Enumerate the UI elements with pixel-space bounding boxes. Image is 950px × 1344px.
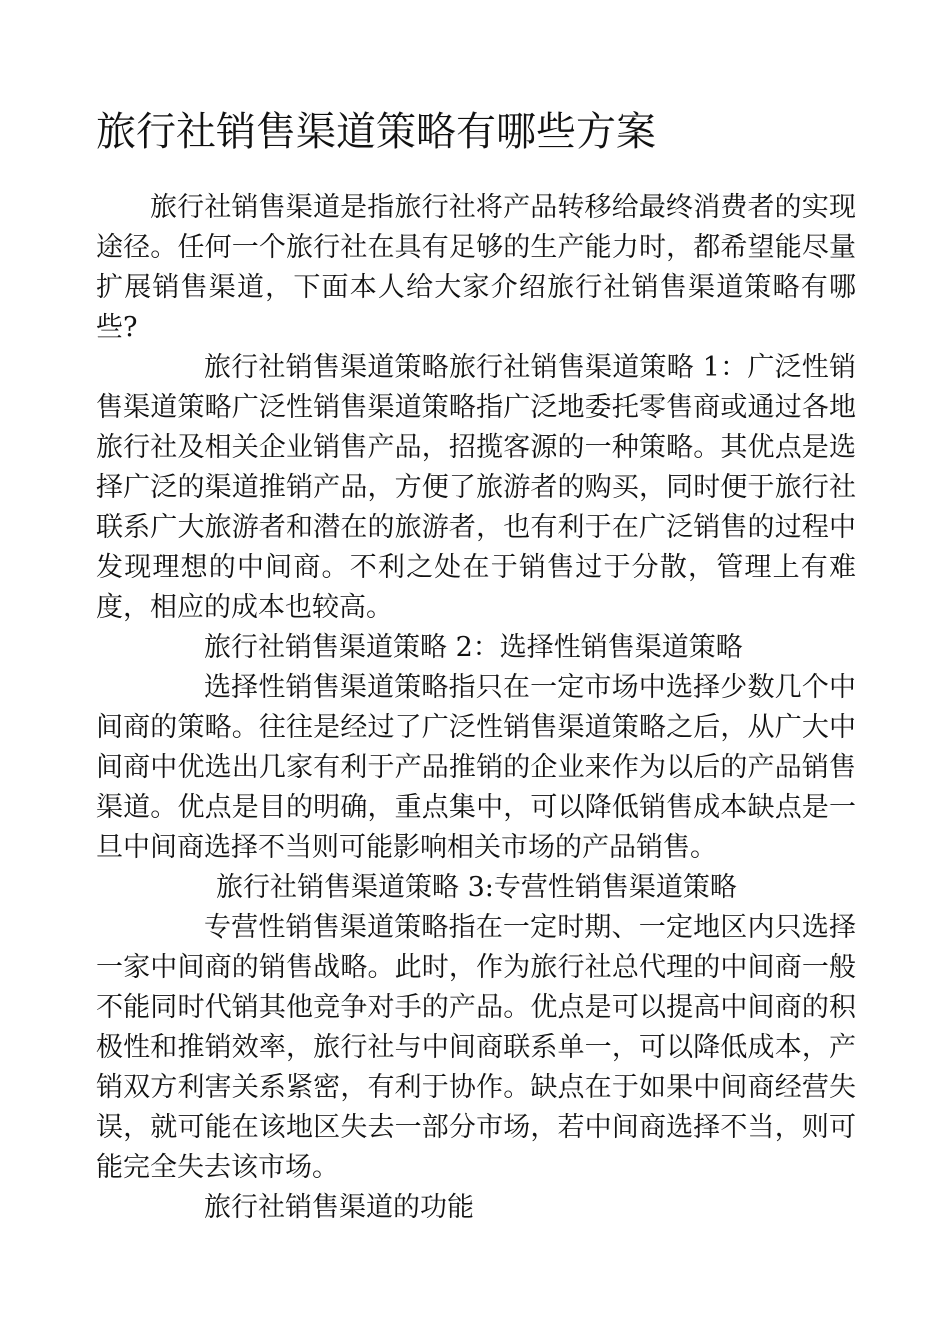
- strategy-2-paragraph: 选择性销售渠道策略指只在一定市场中选择少数几个中间商的策略。往往是经过了广泛性销售渠道策略之后，从广大中间商中优选出几家有利于产品推销的企业来作为以后的产品销售渠道。优点是目的明确，重点集中，可以降低销售成本缺点是一旦中间商选择不当则可能影响相关市场的产品销售。: [96, 672, 856, 863]
- channel-functions-heading: 旅行社销售渠道的功能: [204, 1192, 474, 1223]
- strategy-3-heading: 旅行社销售渠道策略 3:专营性销售渠道策略: [216, 872, 737, 903]
- strategy-2-heading: 旅行社销售渠道策略 2：选择性销售渠道策略: [204, 632, 743, 663]
- strategy-1-paragraph: 旅行社销售渠道策略旅行社销售渠道策略 1：广泛性销售渠道策略广泛性销售渠道策略指广泛地委托零售商或通过各地旅行社及相关企业销售产品，招揽客源的一种策略。其优点是选择广泛的渠道推销产品，方便了旅游者的购买，同时便于旅行社联系广大旅游者和潜在的旅游者，也有利于在广泛销售的过程中发现理想的中间商。不利之处在于销售过于分散，管理上有难度，相应的成本也较高。: [96, 352, 856, 623]
- intro-paragraph: 旅行社销售渠道是指旅行社将产品转移给最终消费者的实现途径。任何一个旅行社在具有足够的生产能力时，都希望能尽量扩展销售渠道，下面本人给大家介绍旅行社销售渠道策略有哪些?: [96, 192, 856, 343]
- document-body: [96, 188, 856, 1228]
- strategy-3-paragraph: 专营性销售渠道策略指在一定时期、一定地区内只选择一家中间商的销售战略。此时，作为旅行社总代理的中间商一般不能同时代销其他竞争对手的产品。优点是可以提高中间商的积极性和推销效率，旅行社与中间商联系单一，可以降低成本，产销双方利害关系紧密，有利于协作。缺点在于如果中间商经营失误，就可能在该地区失去一部分市场，若中间商选择不当，则可能完全失去该市场。: [96, 912, 856, 1183]
- document-title: 旅行社销售渠道策略有哪些方案: [96, 109, 656, 155]
